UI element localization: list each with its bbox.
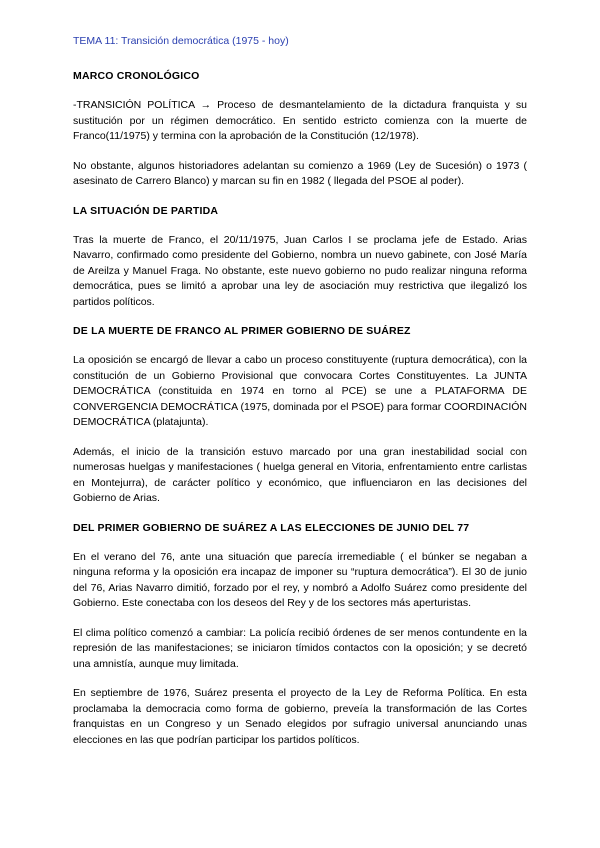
document-page bbox=[73, 34, 527, 762]
paragraph: Además, el inicio de la transición estuvo marcado por una gran inestabilidad social con numerosas huelgas y manifestaciones ( huelga general en Vitoria, enfrentamiento entre carlistas en Montejurra), de carácter político y económico, que influenciaron en las decisiones del Gobierno de Arias. bbox=[73, 445, 527, 504]
section-muerte-franco-primer-gobierno-suarez bbox=[73, 324, 527, 507]
paragraph: El clima político comenzó a cambiar: La policía recibió órdenes de ser menos contundente en la represión de las manifestaciones; se iniciaron tímidos contactos con la oposición; y se decretó una amnistía, aunque muy limitada. bbox=[73, 626, 527, 670]
paragraph: Tras la muerte de Franco, el 20/11/1975, Juan Carlos I se proclama jefe de Estado. Arias Navarro, confirmado como presidente del Gobierno, nombra un nuevo gabinete, con José María de Areilza y Manuel Fraga. No obstante, este nuevo gobierno no pudo realizar ninguna reforma democrática, pues se limitó a aprobar una ley de asociación muy restrictiva que ilegalizó los partidos políticos. bbox=[73, 233, 527, 308]
paragraph: En septiembre de 1976, Suárez presenta el proyecto de la Ley de Reforma Política. En esta proclamaba la democracia como forma de gobierno, preveía la transformación de las Cortes franquistas en un Congreso y un Senado elegidos por sufragio universal anunciando unas elecciones en las que podrían participar los partidos políticos. bbox=[73, 687, 527, 746]
section-situacion-de-partida bbox=[73, 204, 527, 311]
section-primer-gobierno-suarez-elecciones-77 bbox=[73, 521, 527, 749]
paragraph: No obstante, algunos historiadores adelantan su comienzo a 1969 (Ley de Sucesión) o 1973 ( asesinato de Carrero Blanco) y marcan su fin en 1982 ( llegada del PSOE al poder). bbox=[73, 159, 527, 187]
paragraph: La oposición se encargó de llevar a cabo un proceso constituyente (ruptura democrática), con la constitución de un Gobierno Provisional que convocara Cortes Constituyentes. La JUNTA DEMOCRÁTICA (constituida en 1974 en torno al PCE) se une a PLATAFORMA DE CONVERGENCIA DEMOCRÁTICA (1975, dominada por el PSOE) para formar COORDINACIÓN DEMOCRÁTICA (platajunta). bbox=[73, 354, 527, 428]
section-title: DE LA MUERTE DE FRANCO AL PRIMER GOBIERNO DE SUÁREZ bbox=[73, 325, 411, 337]
section-title: LA SITUACIÓN DE PARTIDA bbox=[73, 204, 219, 217]
section-title: DEL PRIMER GOBIERNO DE SUÁREZ A LAS ELECCIONES DE JUNIO DEL 77 bbox=[73, 521, 470, 534]
section-marco-cronologico bbox=[73, 69, 527, 190]
document-header: TEMA 11: Transición democrática (1975 - hoy) bbox=[73, 35, 289, 47]
paragraph: En el verano del 76, ante una situación que parecía irremediable ( el búnker se negaban a ninguna reforma y la oposición era incapaz de imponer su “ruptura democrática”). El 30 de junio del 76, Arias Navarro dimitió, forzado por el rey, y nombró a Adolfo Suárez como presidente del Gobierno. Este conectaba con los deseos del Rey y de los sectores más aperturistas. bbox=[73, 550, 527, 609]
paragraph: -TRANSICIÓN POLÍTICA → Proceso de desmantelamiento de la dictadura franquista y su sustitución por un régimen democrático. En sentido estricto comienza con la muerte de Franco(11/1975) y termina con la aprobación de la Constitución (12/1978). bbox=[73, 99, 527, 142]
section-title: MARCO CRONOLÓGICO bbox=[73, 70, 200, 82]
